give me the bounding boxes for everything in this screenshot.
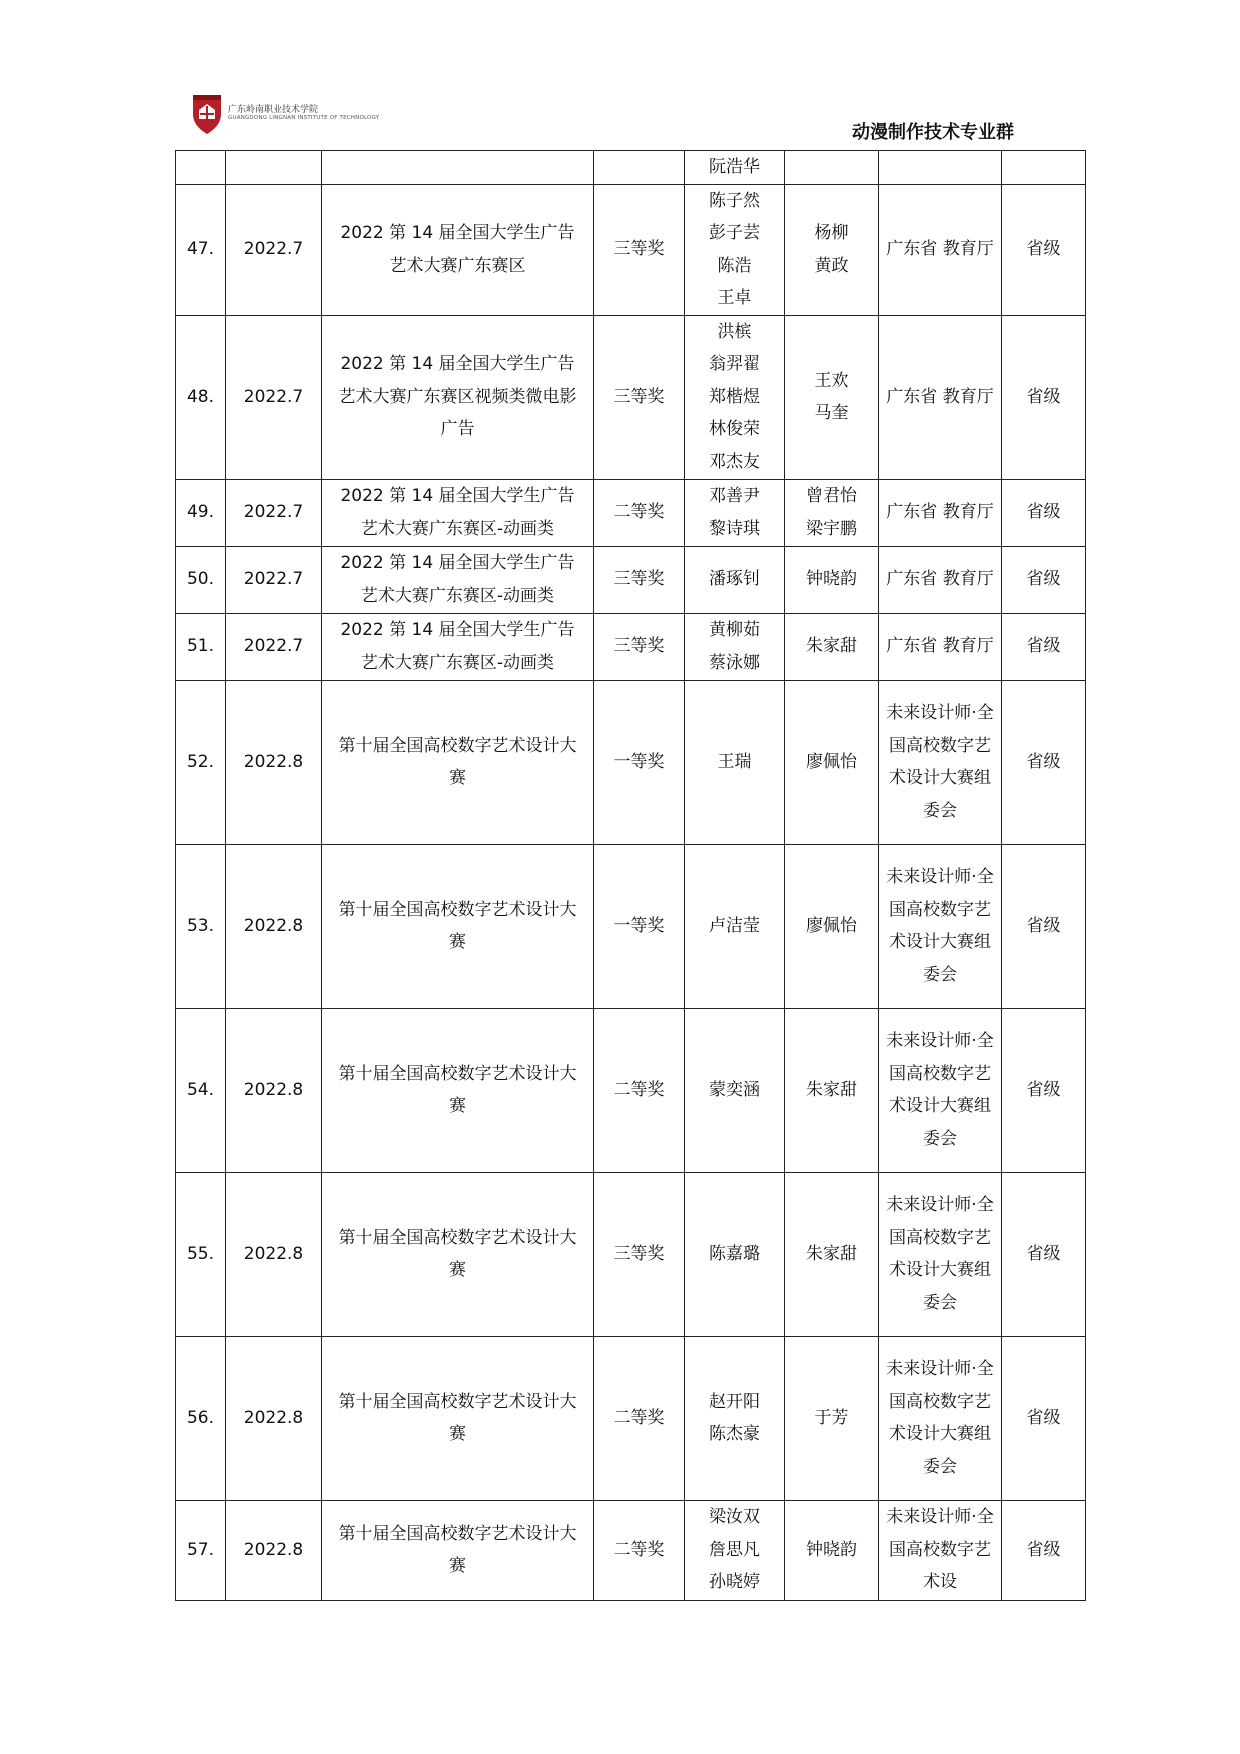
table-row bbox=[176, 1008, 1086, 1172]
cell-competition: 第十届全国高校数字艺术设计大赛 bbox=[322, 680, 594, 844]
cell-date: 2022.8 bbox=[226, 680, 322, 844]
cell-number: 47. bbox=[176, 184, 226, 315]
cell-organizer: 广东省 教育厅 bbox=[879, 184, 1002, 315]
cell-level bbox=[1002, 151, 1086, 185]
cell-award: 三等奖 bbox=[594, 184, 685, 315]
table-row bbox=[176, 1500, 1086, 1600]
cell-date: 2022.7 bbox=[226, 546, 322, 613]
cell-competition: 第十届全国高校数字艺术设计大赛 bbox=[322, 1172, 594, 1336]
table-row bbox=[176, 315, 1086, 479]
cell-organizer: 未来设计师·全国高校数字艺术设计大赛组委会 bbox=[879, 1008, 1002, 1172]
cell-students: 赵开阳 陈杰豪 bbox=[685, 1336, 785, 1500]
cell-competition: 2022 第 14 届全国大学生广告艺术大赛广东赛区-动画类 bbox=[322, 613, 594, 680]
cell-number: 48. bbox=[176, 315, 226, 479]
school-crest-icon bbox=[190, 92, 224, 136]
cell-number: 54. bbox=[176, 1008, 226, 1172]
logo-name-en: GUANGDONG LINGNAN INSTITUTE OF TECHNOLOGY bbox=[228, 114, 380, 121]
cell-award: 二等奖 bbox=[594, 1008, 685, 1172]
table-row-continued bbox=[176, 151, 1086, 185]
school-logo bbox=[190, 92, 379, 136]
awards-table bbox=[175, 150, 1086, 1601]
cell-organizer: 广东省 教育厅 bbox=[879, 546, 1002, 613]
cell-competition: 2022 第 14 届全国大学生广告艺术大赛广东赛区视频类微电影广告 bbox=[322, 315, 594, 479]
cell-number: 53. bbox=[176, 844, 226, 1008]
cell-level: 省级 bbox=[1002, 1008, 1086, 1172]
cell-competition: 第十届全国高校数字艺术设计大赛 bbox=[322, 1336, 594, 1500]
cell-competition: 2022 第 14 届全国大学生广告艺术大赛广东赛区-动画类 bbox=[322, 546, 594, 613]
page-header bbox=[0, 0, 1240, 150]
cell-level: 省级 bbox=[1002, 1500, 1086, 1600]
cell-advisors: 钟晓韵 bbox=[785, 1500, 879, 1600]
cell-advisors: 于芳 bbox=[785, 1336, 879, 1500]
cell-number: 50. bbox=[176, 546, 226, 613]
table-row bbox=[176, 844, 1086, 1008]
table-row bbox=[176, 613, 1086, 680]
cell-date: 2022.8 bbox=[226, 844, 322, 1008]
cell-competition: 第十届全国高校数字艺术设计大赛 bbox=[322, 1008, 594, 1172]
cell-advisors: 朱家甜 bbox=[785, 1172, 879, 1336]
cell-date: 2022.7 bbox=[226, 479, 322, 546]
cell-number: 55. bbox=[176, 1172, 226, 1336]
cell-organizer: 广东省 教育厅 bbox=[879, 613, 1002, 680]
cell-award: 二等奖 bbox=[594, 479, 685, 546]
cell-date: 2022.8 bbox=[226, 1500, 322, 1600]
cell-number: 52. bbox=[176, 680, 226, 844]
cell-organizer: 未来设计师·全国高校数字艺术设计大赛组委会 bbox=[879, 680, 1002, 844]
table-row bbox=[176, 546, 1086, 613]
cell-advisors: 杨柳 黄政 bbox=[785, 184, 879, 315]
table-row bbox=[176, 1336, 1086, 1500]
cell-level: 省级 bbox=[1002, 184, 1086, 315]
table-row bbox=[176, 479, 1086, 546]
cell-date: 2022.8 bbox=[226, 1336, 322, 1500]
cell-students: 卢洁莹 bbox=[685, 844, 785, 1008]
cell-advisors: 朱家甜 bbox=[785, 613, 879, 680]
cell-date: 2022.8 bbox=[226, 1008, 322, 1172]
cell-students: 黄柳茹 蔡泳娜 bbox=[685, 613, 785, 680]
cell-level: 省级 bbox=[1002, 1172, 1086, 1336]
cell-number: 57. bbox=[176, 1500, 226, 1600]
cell-organizer: 广东省 教育厅 bbox=[879, 315, 1002, 479]
cell-level: 省级 bbox=[1002, 1336, 1086, 1500]
cell-level: 省级 bbox=[1002, 680, 1086, 844]
cell-students: 邓善尹 黎诗琪 bbox=[685, 479, 785, 546]
cell-organizer: 未来设计师·全国高校数字艺术设 bbox=[879, 1500, 1002, 1600]
cell-date: 2022.7 bbox=[226, 184, 322, 315]
cell-number: 56. bbox=[176, 1336, 226, 1500]
cell-award: 一等奖 bbox=[594, 844, 685, 1008]
cell-students: 洪槟 翁羿翟 郑楷煜 林俊荣 邓杰友 bbox=[685, 315, 785, 479]
cell-advisors bbox=[785, 151, 879, 185]
cell-students: 王瑞 bbox=[685, 680, 785, 844]
cell-students: 潘琢钊 bbox=[685, 546, 785, 613]
cell-students: 梁汝双 詹思凡 孙晓婷 bbox=[685, 1500, 785, 1600]
cell-award: 二等奖 bbox=[594, 1500, 685, 1600]
table-row bbox=[176, 1172, 1086, 1336]
cell-competition: 第十届全国高校数字艺术设计大赛 bbox=[322, 1500, 594, 1600]
cell-competition bbox=[322, 151, 594, 185]
cell-advisors: 王欢 马奎 bbox=[785, 315, 879, 479]
cell-advisors: 朱家甜 bbox=[785, 1008, 879, 1172]
cell-number bbox=[176, 151, 226, 185]
table-row bbox=[176, 184, 1086, 315]
cell-award: 三等奖 bbox=[594, 546, 685, 613]
cell-level: 省级 bbox=[1002, 479, 1086, 546]
cell-number: 49. bbox=[176, 479, 226, 546]
document-title: 动漫制作技术专业群 bbox=[852, 122, 1014, 143]
cell-level: 省级 bbox=[1002, 613, 1086, 680]
cell-organizer: 未来设计师·全国高校数字艺术设计大赛组委会 bbox=[879, 1336, 1002, 1500]
cell-number: 51. bbox=[176, 613, 226, 680]
cell-award: 三等奖 bbox=[594, 1172, 685, 1336]
cell-date: 2022.8 bbox=[226, 1172, 322, 1336]
cell-students: 陈嘉璐 bbox=[685, 1172, 785, 1336]
cell-advisors: 曾君怡 梁宇鹏 bbox=[785, 479, 879, 546]
cell-date bbox=[226, 151, 322, 185]
cell-award: 三等奖 bbox=[594, 613, 685, 680]
cell-level: 省级 bbox=[1002, 844, 1086, 1008]
cell-competition: 2022 第 14 届全国大学生广告艺术大赛广东赛区-动画类 bbox=[322, 479, 594, 546]
cell-level: 省级 bbox=[1002, 315, 1086, 479]
cell-date: 2022.7 bbox=[226, 315, 322, 479]
cell-students: 蒙奕涵 bbox=[685, 1008, 785, 1172]
cell-organizer: 广东省 教育厅 bbox=[879, 479, 1002, 546]
cell-award: 二等奖 bbox=[594, 1336, 685, 1500]
cell-advisors: 廖佩怡 bbox=[785, 844, 879, 1008]
cell-advisors: 钟晓韵 bbox=[785, 546, 879, 613]
cell-award bbox=[594, 151, 685, 185]
cell-organizer: 未来设计师·全国高校数字艺术设计大赛组委会 bbox=[879, 1172, 1002, 1336]
cell-award: 一等奖 bbox=[594, 680, 685, 844]
cell-level: 省级 bbox=[1002, 546, 1086, 613]
cell-organizer: 未来设计师·全国高校数字艺术设计大赛组委会 bbox=[879, 844, 1002, 1008]
cell-award: 三等奖 bbox=[594, 315, 685, 479]
cell-competition: 第十届全国高校数字艺术设计大赛 bbox=[322, 844, 594, 1008]
cell-students: 陈子然 彭子芸 陈浩 王卓 bbox=[685, 184, 785, 315]
cell-date: 2022.7 bbox=[226, 613, 322, 680]
cell-advisors: 廖佩怡 bbox=[785, 680, 879, 844]
table-row bbox=[176, 680, 1086, 844]
cell-organizer bbox=[879, 151, 1002, 185]
cell-students: 阮浩华 bbox=[685, 151, 785, 185]
logo-name-cn: 广东岭南职业技术学院 bbox=[228, 105, 319, 116]
cell-competition: 2022 第 14 届全国大学生广告艺术大赛广东赛区 bbox=[322, 184, 594, 315]
